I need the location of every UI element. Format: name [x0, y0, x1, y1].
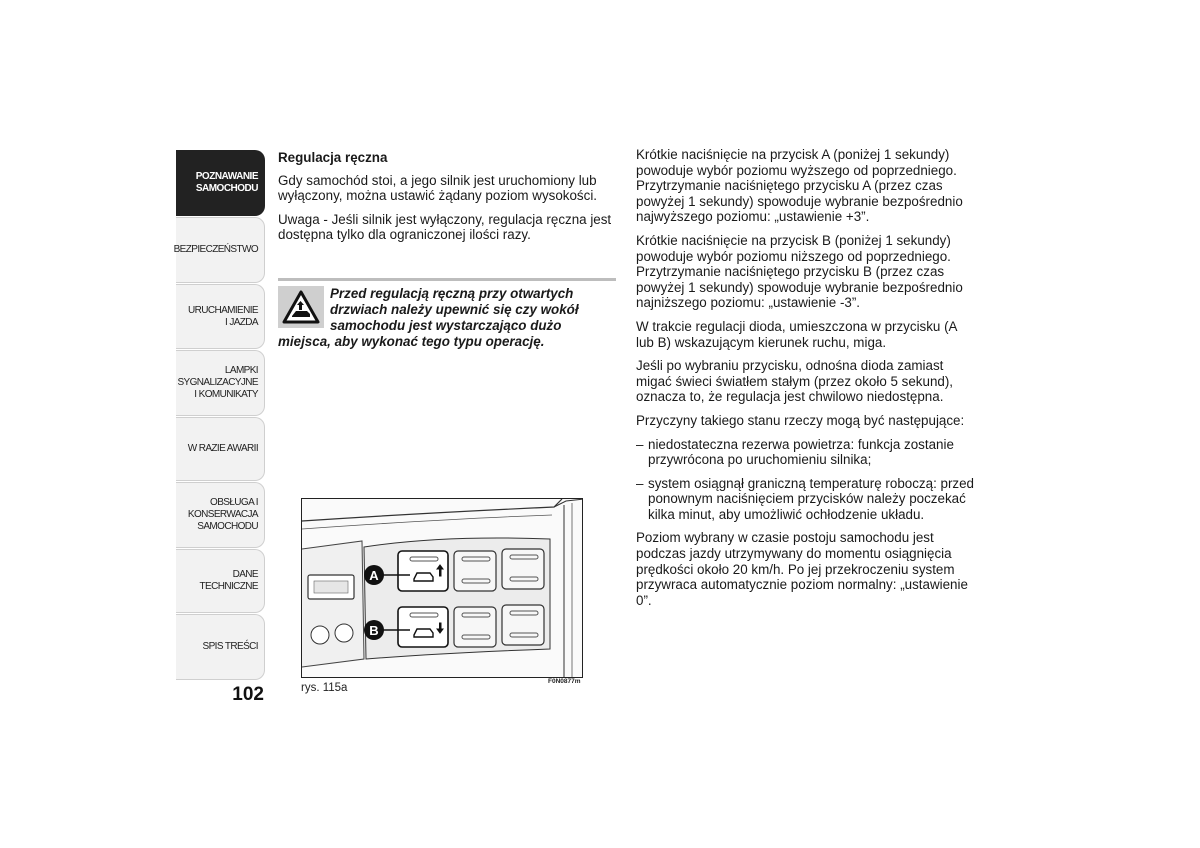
- paragraph: Krótkie naciśnięcie na przycisk B (poniżej 1 sekundy) powoduje wybór poziomu niższego od poprzedniego. Przytrzymanie naciśniętego przycisku B (przez czas powyżej 1 sekundy) spowoduje wybranie bezpośrednio najniższego poziomu: „ustawienie -3”.: [636, 232, 963, 311]
- figure-caption: rys. 115a: [301, 682, 348, 694]
- paragraph: Uwaga - Jeśli silnik jest wyłączony, regulacja ręczna jest dostępna tylko dla ograniczonej ilości razy.: [278, 211, 612, 243]
- tab-uruchamienie-i-jazda[interactable]: URUCHAMIENIE I JAZDA: [176, 284, 265, 349]
- figure-dashboard-buttons: [301, 498, 583, 678]
- dash-bullet: –: [636, 475, 644, 491]
- label-b: B: [369, 623, 379, 638]
- paragraph: Przyczyny takiego stanu rzeczy mogą być następujące:: [636, 412, 965, 428]
- dashboard-illustration: [302, 499, 583, 678]
- paragraph: Krótkie naciśnięcie na przycisk A (poniżej 1 sekundy) powoduje wybór poziomu wyższego od poprzedniego. Przytrzymanie naciśniętego przycisku A (przez czas powyżej 1 sekundy) spowoduje wybranie bezpośrednio najwyższego poziomu: „ustawienie +3”.: [636, 147, 963, 225]
- section-heading: Regulacja ręczna: [278, 150, 388, 165]
- paragraph: Jeśli po wybraniu przycisku, odnośna dioda zamiast migać świeci światłem stałym (przez około 5 sekund), oznacza to, że regulacja jest chwilowo niedostępna.: [636, 358, 954, 405]
- paragraph: Gdy samochód stoi, a jego silnik jest uruchomiony lub wyłączony, można ustawić żądany poziom wysokości.: [278, 172, 598, 204]
- warning-box: [278, 286, 614, 350]
- tab-lampki-sygnalizacyjne[interactable]: LAMPKI SYGNALIZACYJNE I KOMUNIKATY: [176, 350, 265, 416]
- list-item-text: niedostateczna rezerwa powietrza: funkcja zostanie przywrócona po uruchomieniu silnika;: [648, 436, 954, 468]
- list-item-text: system osiągnął graniczną temperaturę roboczą: przed ponownym naciśnięciem przycisków należy poczekać kilka minut, aby umożliwić ochłodzenie układu.: [648, 475, 975, 522]
- tab-bezpieczenstwo[interactable]: BEZPIECZEŃSTWO: [176, 217, 265, 283]
- figure-code: F0N0877m: [548, 678, 581, 685]
- list-item: [636, 437, 976, 468]
- warning-divider: [278, 278, 616, 281]
- left-column: [278, 150, 614, 251]
- paragraph: Poziom wybrany w czasie postoju samochodu jest podczas jazdy utrzymywany do momentu osiągnięcia prędkości około 20 km/h. Po jej przekroczeniu system przywraca automatycznie poziom normalny: „ustawienie 0”.: [636, 530, 968, 608]
- right-column: [636, 147, 976, 616]
- chapter-tabs: [173, 150, 265, 681]
- tab-spis-tresci[interactable]: SPIS TREŚCI: [176, 614, 265, 680]
- tab-obsluga-i-konserwacja[interactable]: OBSŁUGA I KONSERWACJA SAMOCHODU: [176, 482, 265, 548]
- warning-text: Przed regulacją ręczną przy otwartych drzwiach należy upewnić się czy wokół samochodu jest wystarczająco dużo miejsca, aby wykonać tego typu operację.: [278, 286, 579, 349]
- label-a: A: [369, 568, 379, 583]
- warning-triangle-icon: [278, 286, 324, 328]
- list-item: [636, 476, 976, 523]
- paragraph: W trakcie regulacji dioda, umieszczona w przycisku (A lub B) wskazującym kierunek ruchu, miga.: [636, 318, 957, 350]
- page-number: 102: [232, 684, 264, 705]
- tab-poznawanie-samochodu[interactable]: POZNAWANIE SAMOCHODU: [176, 150, 265, 216]
- dash-bullet: –: [636, 436, 644, 452]
- tab-w-razie-awarii[interactable]: W RAZIE AWARII: [176, 417, 265, 481]
- tab-dane-techniczne[interactable]: DANE TECHNICZNE: [176, 549, 265, 613]
